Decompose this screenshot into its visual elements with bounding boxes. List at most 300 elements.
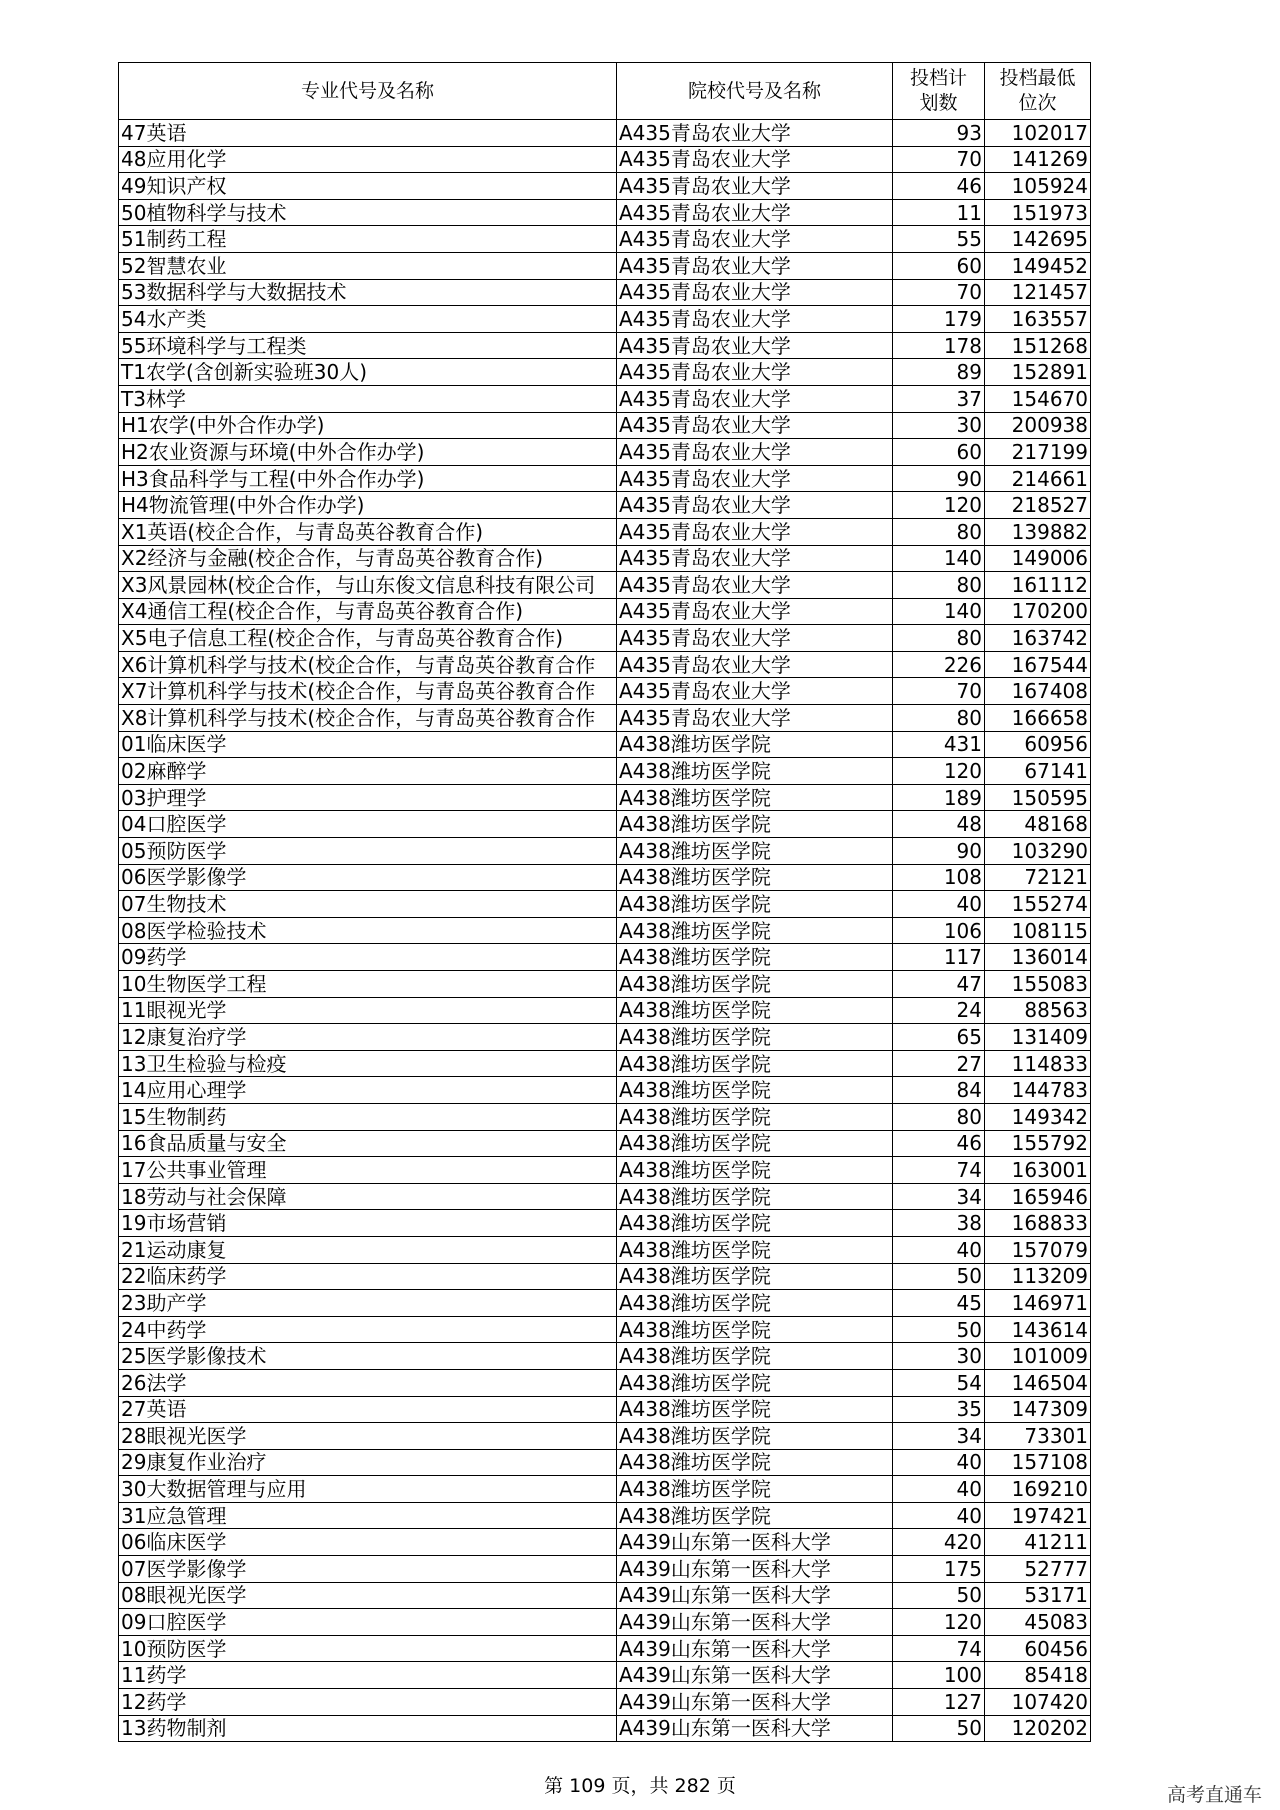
major-cell: 08医学检验技术: [119, 917, 617, 944]
min-rank-cell: 149342: [985, 1103, 1091, 1130]
min-rank-cell: 149006: [985, 545, 1091, 572]
school-cell: A439山东第一医科大学: [617, 1689, 893, 1716]
plan-count-cell: 89: [893, 359, 985, 386]
plan-count-cell: 50: [893, 1582, 985, 1609]
min-rank-cell: 144783: [985, 1077, 1091, 1104]
min-rank-cell: 218527: [985, 492, 1091, 519]
school-cell: A438潍坊医学院: [617, 1050, 893, 1077]
table-row: [119, 1263, 1091, 1290]
table-row: [119, 1210, 1091, 1237]
major-cell: H4物流管理(中外合作办学): [119, 492, 617, 519]
min-rank-cell: 113209: [985, 1263, 1091, 1290]
school-cell: A438潍坊医学院: [617, 1449, 893, 1476]
table-row: [119, 359, 1091, 386]
plan-count-cell: 189: [893, 784, 985, 811]
min-rank-cell: 151973: [985, 199, 1091, 226]
school-cell: A439山东第一医科大学: [617, 1609, 893, 1636]
min-rank-cell: 165946: [985, 1183, 1091, 1210]
min-rank-cell: 60456: [985, 1635, 1091, 1662]
table-row: [119, 518, 1091, 545]
major-cell: 13卫生检验与检疫: [119, 1050, 617, 1077]
major-cell: 31应急管理: [119, 1502, 617, 1529]
plan-count-cell: 80: [893, 705, 985, 732]
plan-count-cell: 34: [893, 1183, 985, 1210]
min-rank-cell: 136014: [985, 944, 1091, 971]
school-cell: A438潍坊医学院: [617, 1103, 893, 1130]
major-cell: 54水产类: [119, 306, 617, 333]
table-row: [119, 1556, 1091, 1583]
major-cell: 47英语: [119, 120, 617, 147]
min-rank-cell: 143614: [985, 1316, 1091, 1343]
table-row: [119, 1077, 1091, 1104]
plan-count-cell: 80: [893, 572, 985, 599]
major-cell: 03护理学: [119, 784, 617, 811]
plan-count-cell: 70: [893, 678, 985, 705]
min-rank-cell: 67141: [985, 758, 1091, 785]
table-row: [119, 811, 1091, 838]
plan-count-cell: 80: [893, 625, 985, 652]
school-cell: A438潍坊医学院: [617, 971, 893, 998]
school-cell: A438潍坊医学院: [617, 1343, 893, 1370]
major-cell: 26法学: [119, 1369, 617, 1396]
plan-count-cell: 100: [893, 1662, 985, 1689]
min-rank-cell: 157079: [985, 1236, 1091, 1263]
major-cell: X1英语(校企合作，与青岛英谷教育合作): [119, 518, 617, 545]
page-footer: 第 109 页，共 282 页: [544, 1775, 736, 1797]
school-cell: A438潍坊医学院: [617, 864, 893, 891]
school-cell: A435青岛农业大学: [617, 465, 893, 492]
school-cell: A438潍坊医学院: [617, 811, 893, 838]
major-cell: 09药学: [119, 944, 617, 971]
table-row: [119, 784, 1091, 811]
min-rank-cell: 73301: [985, 1423, 1091, 1450]
plan-count-cell: 226: [893, 651, 985, 678]
plan-count-cell: 74: [893, 1157, 985, 1184]
major-cell: 07生物技术: [119, 891, 617, 918]
table-row: [119, 492, 1091, 519]
school-cell: A435青岛农业大学: [617, 439, 893, 466]
table-row: [119, 598, 1091, 625]
school-cell: A435青岛农业大学: [617, 385, 893, 412]
min-rank-cell: 52777: [985, 1556, 1091, 1583]
table-row: [119, 1024, 1091, 1051]
table-row: [119, 1715, 1091, 1742]
major-cell: 12药学: [119, 1689, 617, 1716]
min-rank-cell: 102017: [985, 120, 1091, 147]
plan-count-cell: 84: [893, 1077, 985, 1104]
major-cell: 06临床医学: [119, 1529, 617, 1556]
plan-count-cell: 90: [893, 465, 985, 492]
major-cell: H3食品科学与工程(中外合作办学): [119, 465, 617, 492]
table-row: [119, 252, 1091, 279]
table-row: [119, 944, 1091, 971]
min-rank-cell: 146504: [985, 1369, 1091, 1396]
min-rank-cell: 214661: [985, 465, 1091, 492]
major-cell: X6计算机科学与技术(校企合作，与青岛英谷教育合作: [119, 651, 617, 678]
min-rank-cell: 142695: [985, 226, 1091, 253]
table-row: [119, 731, 1091, 758]
plan-count-cell: 40: [893, 1236, 985, 1263]
min-rank-cell: 120202: [985, 1715, 1091, 1742]
school-cell: A438潍坊医学院: [617, 1263, 893, 1290]
min-rank-cell: 146971: [985, 1290, 1091, 1317]
plan-count-cell: 46: [893, 1130, 985, 1157]
min-rank-cell: 152891: [985, 359, 1091, 386]
min-rank-cell: 163742: [985, 625, 1091, 652]
table-row: [119, 758, 1091, 785]
school-cell: A438潍坊医学院: [617, 1476, 893, 1503]
school-cell: A435青岛农业大学: [617, 678, 893, 705]
school-cell: A435青岛农业大学: [617, 173, 893, 200]
header-major: 专业代号及名称: [119, 63, 617, 120]
table-row: [119, 625, 1091, 652]
school-cell: A435青岛农业大学: [617, 252, 893, 279]
min-rank-cell: 41211: [985, 1529, 1091, 1556]
major-cell: 06医学影像学: [119, 864, 617, 891]
watermark: 高考直通车: [1166, 1784, 1262, 1806]
major-cell: 22临床药学: [119, 1263, 617, 1290]
plan-count-cell: 140: [893, 545, 985, 572]
plan-count-cell: 40: [893, 1502, 985, 1529]
table-row: [119, 1449, 1091, 1476]
min-rank-cell: 141269: [985, 146, 1091, 173]
major-cell: X8计算机科学与技术(校企合作，与青岛英谷教育合作: [119, 705, 617, 732]
plan-count-cell: 420: [893, 1529, 985, 1556]
plan-count-cell: 127: [893, 1689, 985, 1716]
major-cell: 53数据科学与大数据技术: [119, 279, 617, 306]
table-row: [119, 705, 1091, 732]
plan-count-cell: 48: [893, 811, 985, 838]
school-cell: A438潍坊医学院: [617, 1130, 893, 1157]
school-cell: A435青岛农业大学: [617, 279, 893, 306]
plan-count-cell: 431: [893, 731, 985, 758]
major-cell: 14应用心理学: [119, 1077, 617, 1104]
table-row: [119, 1157, 1091, 1184]
table-row: [119, 545, 1091, 572]
table-body: [119, 120, 1091, 1742]
school-cell: A435青岛农业大学: [617, 146, 893, 173]
major-cell: 07医学影像学: [119, 1556, 617, 1583]
plan-count-cell: 80: [893, 1103, 985, 1130]
header-min-rank: 投档最低 位次: [985, 63, 1091, 120]
plan-count-cell: 30: [893, 412, 985, 439]
major-cell: X5电子信息工程(校企合作，与青岛英谷教育合作): [119, 625, 617, 652]
school-cell: A439山东第一医科大学: [617, 1715, 893, 1742]
plan-count-cell: 60: [893, 252, 985, 279]
plan-count-cell: 120: [893, 492, 985, 519]
plan-count-cell: 179: [893, 306, 985, 333]
min-rank-cell: 45083: [985, 1609, 1091, 1636]
min-rank-cell: 154670: [985, 385, 1091, 412]
major-cell: 25医学影像技术: [119, 1343, 617, 1370]
min-rank-cell: 149452: [985, 252, 1091, 279]
plan-count-cell: 30: [893, 1343, 985, 1370]
min-rank-cell: 72121: [985, 864, 1091, 891]
min-rank-cell: 166658: [985, 705, 1091, 732]
table-row: [119, 1529, 1091, 1556]
school-cell: A438潍坊医学院: [617, 997, 893, 1024]
table-row: [119, 1635, 1091, 1662]
min-rank-cell: 200938: [985, 412, 1091, 439]
min-rank-cell: 167544: [985, 651, 1091, 678]
major-cell: 19市场营销: [119, 1210, 617, 1237]
table-row: [119, 120, 1091, 147]
plan-count-cell: 106: [893, 917, 985, 944]
table-row: [119, 306, 1091, 333]
school-cell: A435青岛农业大学: [617, 226, 893, 253]
school-cell: A438潍坊医学院: [617, 731, 893, 758]
major-cell: X7计算机科学与技术(校企合作，与青岛英谷教育合作: [119, 678, 617, 705]
major-cell: 48应用化学: [119, 146, 617, 173]
plan-count-cell: 70: [893, 146, 985, 173]
min-rank-cell: 170200: [985, 598, 1091, 625]
plan-count-cell: 38: [893, 1210, 985, 1237]
school-cell: A435青岛农业大学: [617, 598, 893, 625]
table-row: [119, 1130, 1091, 1157]
min-rank-cell: 131409: [985, 1024, 1091, 1051]
school-cell: A435青岛农业大学: [617, 545, 893, 572]
plan-count-cell: 175: [893, 1556, 985, 1583]
table-row: [119, 279, 1091, 306]
school-cell: A438潍坊医学院: [617, 917, 893, 944]
school-cell: A435青岛农业大学: [617, 199, 893, 226]
school-cell: A439山东第一医科大学: [617, 1662, 893, 1689]
admission-table: [118, 62, 1091, 1742]
major-cell: H2农业资源与环境(中外合作办学): [119, 439, 617, 466]
min-rank-cell: 121457: [985, 279, 1091, 306]
school-cell: A438潍坊医学院: [617, 1423, 893, 1450]
plan-count-cell: 50: [893, 1263, 985, 1290]
table-row: [119, 146, 1091, 173]
major-cell: 08眼视光医学: [119, 1582, 617, 1609]
min-rank-cell: 155274: [985, 891, 1091, 918]
table-row: [119, 465, 1091, 492]
major-cell: X3风景园林(校企合作，与山东俊文信息科技有限公司: [119, 572, 617, 599]
plan-count-cell: 27: [893, 1050, 985, 1077]
school-cell: A438潍坊医学院: [617, 1077, 893, 1104]
major-cell: 05预防医学: [119, 838, 617, 865]
min-rank-cell: 139882: [985, 518, 1091, 545]
plan-count-cell: 117: [893, 944, 985, 971]
major-cell: T3林学: [119, 385, 617, 412]
table-row: [119, 864, 1091, 891]
table-row: [119, 1236, 1091, 1263]
min-rank-cell: 105924: [985, 173, 1091, 200]
school-cell: A438潍坊医学院: [617, 1183, 893, 1210]
major-cell: 12康复治疗学: [119, 1024, 617, 1051]
major-cell: 17公共事业管理: [119, 1157, 617, 1184]
major-cell: 11药学: [119, 1662, 617, 1689]
major-cell: 28眼视光医学: [119, 1423, 617, 1450]
school-cell: A435青岛农业大学: [617, 651, 893, 678]
table-row: [119, 199, 1091, 226]
major-cell: X4通信工程(校企合作，与青岛英谷教育合作): [119, 598, 617, 625]
min-rank-cell: 151268: [985, 332, 1091, 359]
school-cell: A438潍坊医学院: [617, 1290, 893, 1317]
header-school: 院校代号及名称: [617, 63, 893, 120]
min-rank-cell: 157108: [985, 1449, 1091, 1476]
major-cell: T1农学(含创新实验班30人): [119, 359, 617, 386]
table-row: [119, 971, 1091, 998]
plan-count-cell: 65: [893, 1024, 985, 1051]
table-row: [119, 1609, 1091, 1636]
school-cell: A435青岛农业大学: [617, 359, 893, 386]
major-cell: 29康复作业治疗: [119, 1449, 617, 1476]
major-cell: 02麻醉学: [119, 758, 617, 785]
school-cell: A438潍坊医学院: [617, 891, 893, 918]
school-cell: A435青岛农业大学: [617, 492, 893, 519]
school-cell: A438潍坊医学院: [617, 1396, 893, 1423]
plan-count-cell: 50: [893, 1316, 985, 1343]
table-row: [119, 678, 1091, 705]
min-rank-cell: 168833: [985, 1210, 1091, 1237]
major-cell: 09口腔医学: [119, 1609, 617, 1636]
plan-count-cell: 178: [893, 332, 985, 359]
min-rank-cell: 101009: [985, 1343, 1091, 1370]
plan-count-cell: 34: [893, 1423, 985, 1450]
school-cell: A435青岛农业大学: [617, 306, 893, 333]
major-cell: 18劳动与社会保障: [119, 1183, 617, 1210]
table-row: [119, 439, 1091, 466]
min-rank-cell: 155792: [985, 1130, 1091, 1157]
plan-count-cell: 74: [893, 1635, 985, 1662]
table-row: [119, 1183, 1091, 1210]
plan-count-cell: 37: [893, 385, 985, 412]
table-row: [119, 1103, 1091, 1130]
plan-count-cell: 45: [893, 1290, 985, 1317]
min-rank-cell: 217199: [985, 439, 1091, 466]
min-rank-cell: 88563: [985, 997, 1091, 1024]
school-cell: A435青岛农业大学: [617, 120, 893, 147]
min-rank-cell: 108115: [985, 917, 1091, 944]
table-row: [119, 1502, 1091, 1529]
min-rank-cell: 114833: [985, 1050, 1091, 1077]
table-row: [119, 917, 1091, 944]
table-row: [119, 173, 1091, 200]
plan-count-cell: 47: [893, 971, 985, 998]
school-cell: A438潍坊医学院: [617, 1502, 893, 1529]
plan-count-cell: 40: [893, 1449, 985, 1476]
school-cell: A438潍坊医学院: [617, 1210, 893, 1237]
school-cell: A435青岛农业大学: [617, 705, 893, 732]
table-row: [119, 891, 1091, 918]
major-cell: 23助产学: [119, 1290, 617, 1317]
school-cell: A439山东第一医科大学: [617, 1529, 893, 1556]
table-row: [119, 1689, 1091, 1716]
school-cell: A438潍坊医学院: [617, 1024, 893, 1051]
school-cell: A438潍坊医学院: [617, 758, 893, 785]
plan-count-cell: 35: [893, 1396, 985, 1423]
plan-count-cell: 80: [893, 518, 985, 545]
major-cell: H1农学(中外合作办学): [119, 412, 617, 439]
plan-count-cell: 140: [893, 598, 985, 625]
school-cell: A435青岛农业大学: [617, 412, 893, 439]
table-row: [119, 1423, 1091, 1450]
plan-count-cell: 120: [893, 758, 985, 785]
plan-count-cell: 46: [893, 173, 985, 200]
min-rank-cell: 147309: [985, 1396, 1091, 1423]
table-row: [119, 1050, 1091, 1077]
min-rank-cell: 163001: [985, 1157, 1091, 1184]
plan-count-cell: 60: [893, 439, 985, 466]
major-cell: 13药物制剂: [119, 1715, 617, 1742]
plan-count-cell: 55: [893, 226, 985, 253]
plan-count-cell: 24: [893, 997, 985, 1024]
plan-count-cell: 40: [893, 1476, 985, 1503]
major-cell: 10生物医学工程: [119, 971, 617, 998]
min-rank-cell: 53171: [985, 1582, 1091, 1609]
school-cell: A438潍坊医学院: [617, 784, 893, 811]
min-rank-cell: 161112: [985, 572, 1091, 599]
table-row: [119, 1476, 1091, 1503]
school-cell: A439山东第一医科大学: [617, 1582, 893, 1609]
school-cell: A435青岛农业大学: [617, 572, 893, 599]
min-rank-cell: 60956: [985, 731, 1091, 758]
major-cell: 16食品质量与安全: [119, 1130, 617, 1157]
major-cell: 51制药工程: [119, 226, 617, 253]
table-row: [119, 1582, 1091, 1609]
major-cell: 04口腔医学: [119, 811, 617, 838]
min-rank-cell: 169210: [985, 1476, 1091, 1503]
min-rank-cell: 107420: [985, 1689, 1091, 1716]
plan-count-cell: 120: [893, 1609, 985, 1636]
table-row: [119, 572, 1091, 599]
plan-count-cell: 70: [893, 279, 985, 306]
table-row: [119, 1396, 1091, 1423]
table-row: [119, 651, 1091, 678]
major-cell: 10预防医学: [119, 1635, 617, 1662]
major-cell: 21运动康复: [119, 1236, 617, 1263]
school-cell: A438潍坊医学院: [617, 1369, 893, 1396]
major-cell: 15生物制药: [119, 1103, 617, 1130]
major-cell: 24中药学: [119, 1316, 617, 1343]
table-row: [119, 226, 1091, 253]
plan-count-cell: 50: [893, 1715, 985, 1742]
table-row: [119, 412, 1091, 439]
school-cell: A438潍坊医学院: [617, 944, 893, 971]
major-cell: 01临床医学: [119, 731, 617, 758]
school-cell: A435青岛农业大学: [617, 332, 893, 359]
major-cell: 11眼视光学: [119, 997, 617, 1024]
school-cell: A438潍坊医学院: [617, 1157, 893, 1184]
plan-count-cell: 90: [893, 838, 985, 865]
major-cell: 49知识产权: [119, 173, 617, 200]
table-row: [119, 838, 1091, 865]
school-cell: A439山东第一医科大学: [617, 1556, 893, 1583]
min-rank-cell: 48168: [985, 811, 1091, 838]
min-rank-cell: 103290: [985, 838, 1091, 865]
table-row: [119, 997, 1091, 1024]
min-rank-cell: 167408: [985, 678, 1091, 705]
min-rank-cell: 155083: [985, 971, 1091, 998]
header-plan-count: 投档计 划数: [893, 63, 985, 120]
school-cell: A435青岛农业大学: [617, 625, 893, 652]
min-rank-cell: 163557: [985, 306, 1091, 333]
plan-count-cell: 108: [893, 864, 985, 891]
table-row: [119, 1290, 1091, 1317]
plan-count-cell: 40: [893, 891, 985, 918]
min-rank-cell: 197421: [985, 1502, 1091, 1529]
min-rank-cell: 150595: [985, 784, 1091, 811]
school-cell: A438潍坊医学院: [617, 1236, 893, 1263]
school-cell: A438潍坊医学院: [617, 838, 893, 865]
plan-count-cell: 11: [893, 199, 985, 226]
school-cell: A439山东第一医科大学: [617, 1635, 893, 1662]
major-cell: 52智慧农业: [119, 252, 617, 279]
table-row: [119, 385, 1091, 412]
major-cell: 55环境科学与工程类: [119, 332, 617, 359]
header-row: [119, 63, 1091, 120]
